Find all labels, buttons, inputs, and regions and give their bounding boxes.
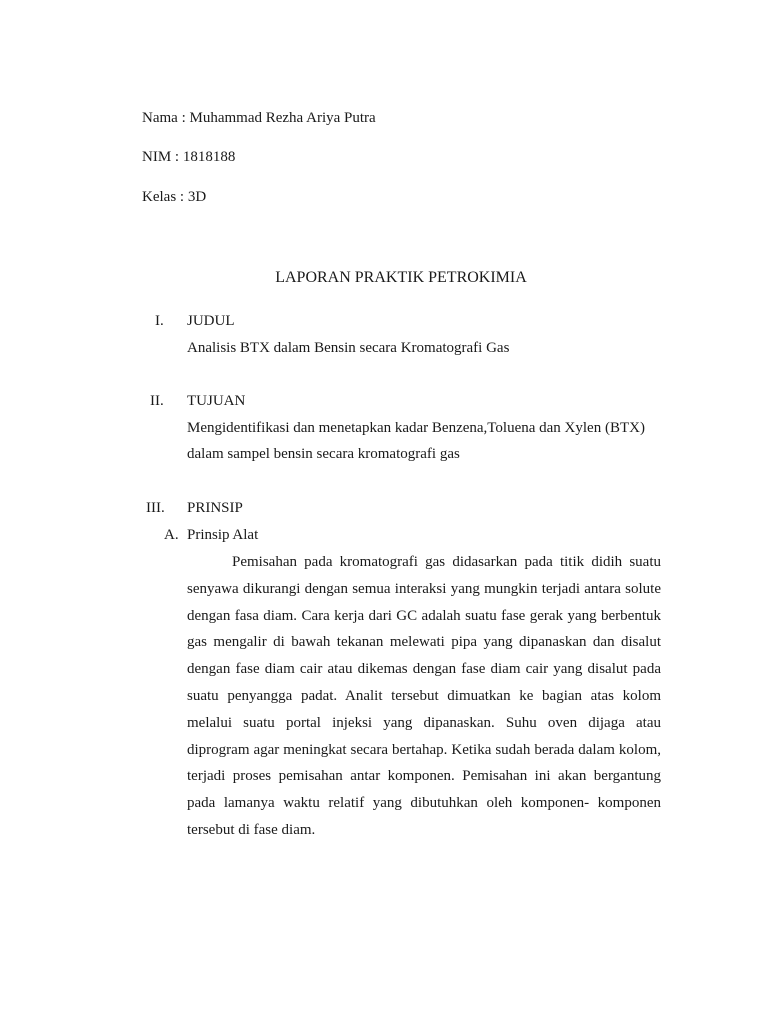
paragraph-line: suatu penyangga padat. Analit tersebut dimuatkan ke bagian atas kolom bbox=[187, 687, 661, 704]
document-title: LAPORAN PRAKTIK PETROKIMIA bbox=[275, 269, 527, 286]
paragraph-line: senyawa dikurangi dengan semua interaksi yang mungkin terjadi antara solute bbox=[187, 580, 661, 597]
section-heading-judul: JUDUL bbox=[187, 313, 235, 329]
section-number: II. bbox=[150, 393, 164, 409]
paragraph-line: dengan fase diam cair atau dikemas dengan fase diam cair yang disalut pada bbox=[187, 661, 661, 678]
paragraph-line: melalui suatu portal injeksi yang dipanaskan. Suhu oven dijaga atau bbox=[187, 714, 661, 731]
section-text: Mengidentifikasi dan menetapkan kadar Benzena,Toluena dan Xylen (BTX) bbox=[187, 420, 645, 436]
paragraph-line: tersebut di fase diam. bbox=[187, 821, 316, 838]
paragraph-line: gas mengalir di bawah tekanan melewati pipa yang dipanaskan dan disalut bbox=[187, 634, 661, 651]
student-name: Nama : Muhammad Rezha Ariya Putra bbox=[142, 110, 376, 126]
section-heading-prinsip: PRINSIP bbox=[187, 500, 243, 516]
section-number: III. bbox=[146, 500, 165, 516]
paragraph-line: Pemisahan pada kromatografi gas didasarkan pada titik didih suatu bbox=[232, 554, 661, 570]
paragraph-line: dengan fasa diam. Cara kerja dari GC adalah suatu fase gerak yang berbentuk bbox=[187, 607, 661, 624]
paragraph-line: diprogram agar meningkat secara bertahap. Ketika sudah berada dalam kolom, bbox=[187, 741, 661, 758]
subsection-number: A. bbox=[164, 527, 179, 543]
paragraph-line: terjadi proses pemisahan antar komponen. Pemisahan ini akan bergantung bbox=[187, 768, 661, 785]
section-text: dalam sampel bensin secara kromatografi gas bbox=[187, 446, 460, 462]
student-nim: NIM : 1818188 bbox=[142, 149, 236, 165]
subsection-heading: Prinsip Alat bbox=[187, 527, 259, 543]
student-class: Kelas : 3D bbox=[142, 189, 207, 205]
body-paragraph bbox=[187, 549, 661, 844]
section-heading-tujuan: TUJUAN bbox=[187, 393, 246, 409]
section-number: I. bbox=[155, 313, 164, 329]
paragraph-line: pada lamanya waktu relatif yang dibutuhkan oleh komponen- komponen bbox=[187, 795, 661, 812]
section-text: Analisis BTX dalam Bensin secara Kromatografi Gas bbox=[187, 340, 510, 356]
